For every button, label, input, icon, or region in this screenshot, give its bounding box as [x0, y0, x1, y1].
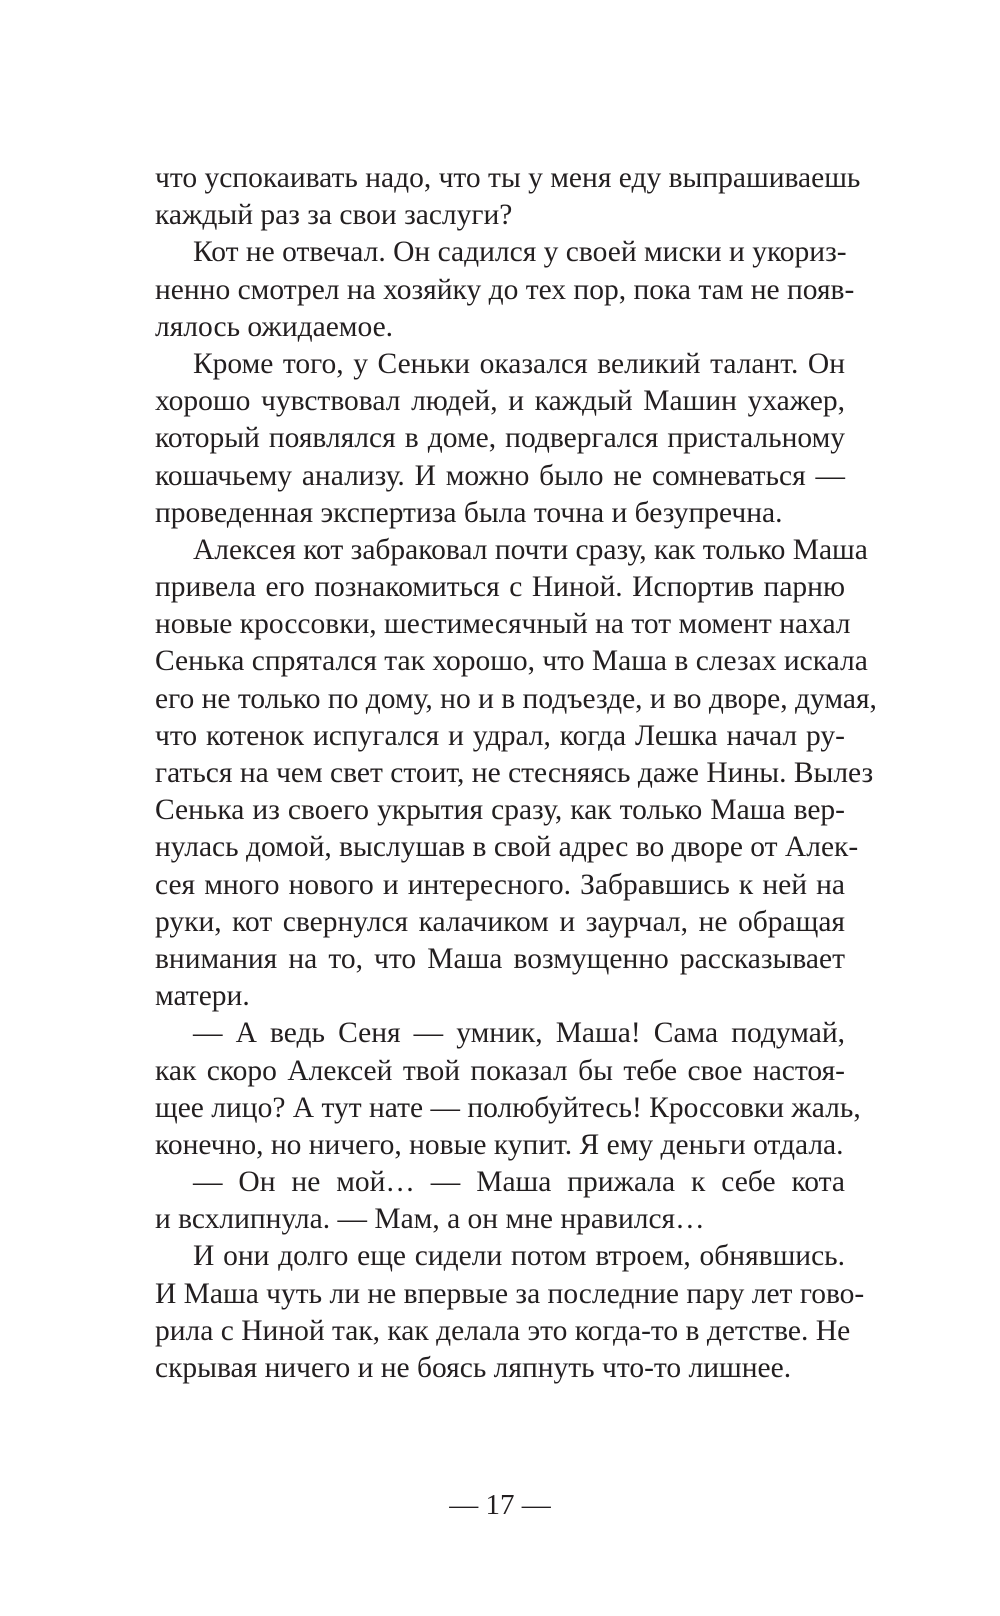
- text-line: конечно, но ничего, новые купит. Я ему деньги отдала.: [155, 1128, 844, 1161]
- text-line: как скоро Алексей твой показал бы тебе свое настоя-: [155, 1054, 845, 1087]
- text-line: лялось ожидаемое.: [155, 310, 394, 343]
- text-line: привела его познакомиться с Ниной. Испортив парню: [155, 571, 845, 604]
- text-line: который появлялся в доме, подвергался пристальному: [155, 422, 845, 455]
- text-line: внимания на то, что Маша возмущенно рассказывает: [155, 942, 845, 975]
- text-line: хорошо чувствовал людей, и каждый Машин ухажер,: [155, 385, 845, 418]
- text-line: скрывая ничего и не боясь ляпнуть что-то лишнее.: [155, 1352, 792, 1384]
- text-line: каждый раз за свои заслуги?: [155, 199, 513, 232]
- text-line: ненно смотрел на хозяйку до тех пор, пока там не появ-: [155, 273, 855, 306]
- text-line: рила с Ниной так, как делала это когда-то в детстве. Не: [155, 1314, 851, 1347]
- text-line: сея много нового и интересного. Забравшись к ней на: [155, 868, 845, 901]
- text-line: — Он не мой… — Маша прижала к себе кота: [193, 1166, 845, 1199]
- text-line: новые кроссовки, шестимесячный на тот момент нахал: [155, 608, 851, 641]
- text-line: Алексея кот забраковал почти сразу, как только Маша: [193, 533, 868, 566]
- page-number: — 17 —: [449, 1489, 551, 1521]
- text-line: что котенок испугался и удрал, когда Лешка начал ру-: [155, 719, 845, 752]
- text-line: Кот не отвечал. Он садился у своей миски и укориз-: [193, 236, 847, 269]
- text-line: кошачьему анализу. И можно было не сомневаться —: [155, 459, 845, 492]
- page-body: [155, 160, 877, 1387]
- text-line: что успокаивать надо, что ты у меня еду выпрашиваешь: [155, 162, 861, 194]
- text-line: Сенька спрятался так хорошо, что Маша в слезах искала: [155, 645, 868, 678]
- text-line: проведенная экспертиза была точна и безупречна.: [155, 496, 783, 529]
- text-line: Кроме того, у Сеньки оказался великий талант. Он: [193, 347, 845, 380]
- text-line: нулась домой, выслушав в свой адрес во дворе от Алек-: [155, 831, 859, 864]
- text-line: щее лицо? А тут нате — полюбуйтесь! Кроссовки жаль,: [155, 1091, 861, 1124]
- text-line: руки, кот свернулся калачиком и заурчал, не обращая: [155, 905, 845, 938]
- text-line: и всхлипнула. — Мам, а он мне нравился…: [155, 1203, 705, 1236]
- text-line: — А ведь Сеня — умник, Маша! Сама подумай,: [193, 1017, 845, 1050]
- text-line: матери.: [155, 980, 250, 1013]
- text-line: гаться на чем свет стоит, не стесняясь даже Нины. Вылез: [155, 757, 874, 789]
- text-line: его не только по дому, но и в подъезде, и во дворе, думая,: [155, 682, 877, 715]
- text-line: Сенька из своего укрытия сразу, как только Маша вер-: [155, 794, 845, 827]
- text-line: И Маша чуть ли не впервые за последние пару лет гово-: [155, 1277, 865, 1310]
- text-line: И они долго еще сидели потом втроем, обнявшись.: [193, 1240, 845, 1273]
